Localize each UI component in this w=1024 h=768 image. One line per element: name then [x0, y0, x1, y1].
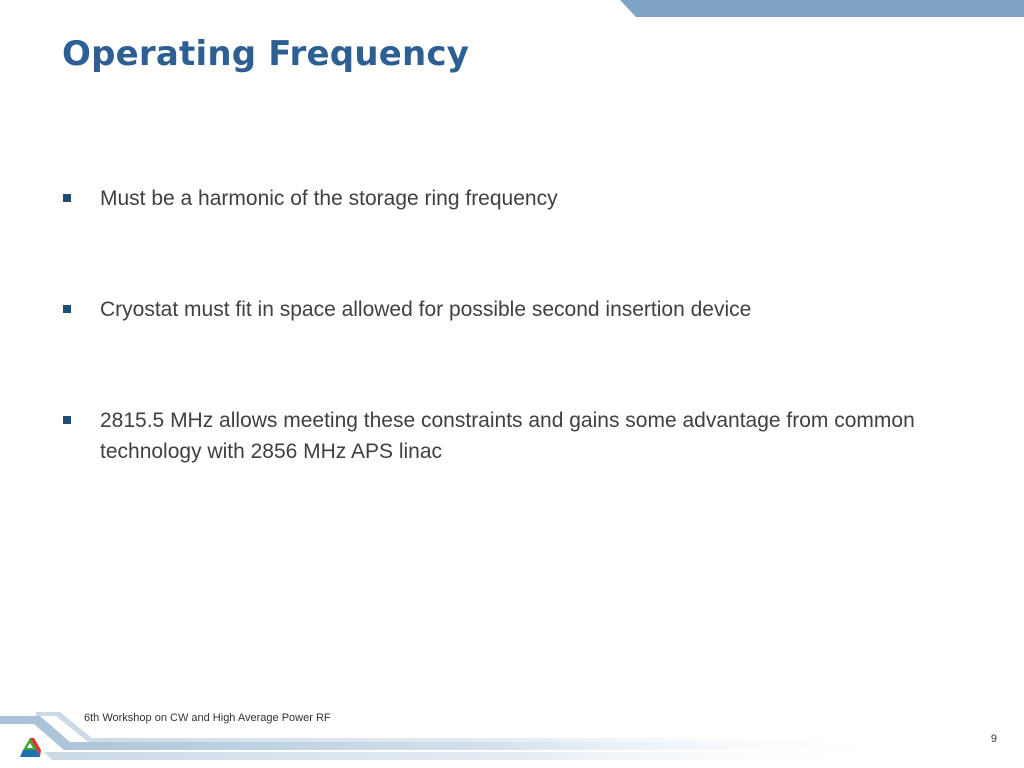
bullet-item — [62, 183, 962, 214]
square-bullet-icon — [63, 416, 71, 424]
bullet-text: 2815.5 MHz allows meeting these constraints and gains some advantage from common technology with 2856 MHz APS linac — [100, 409, 915, 463]
slide-title: Operating Frequency — [62, 34, 470, 74]
page-number: 9 — [990, 733, 997, 745]
square-bullet-icon — [63, 194, 71, 202]
bullet-text: Cryostat must fit in space allowed for possible second insertion device — [100, 298, 752, 321]
argonne-logo-icon — [18, 736, 42, 760]
footer-decorative-band — [0, 700, 1024, 768]
footer-text: 6th Workshop on CW and High Average Power RF — [84, 712, 331, 724]
top-decorative-band — [0, 0, 1024, 18]
bullet-text: Must be a harmonic of the storage ring frequency — [100, 187, 558, 210]
square-bullet-icon — [63, 305, 71, 313]
bullet-list — [62, 183, 962, 467]
bullet-item — [62, 294, 962, 325]
bullet-item — [62, 405, 962, 467]
